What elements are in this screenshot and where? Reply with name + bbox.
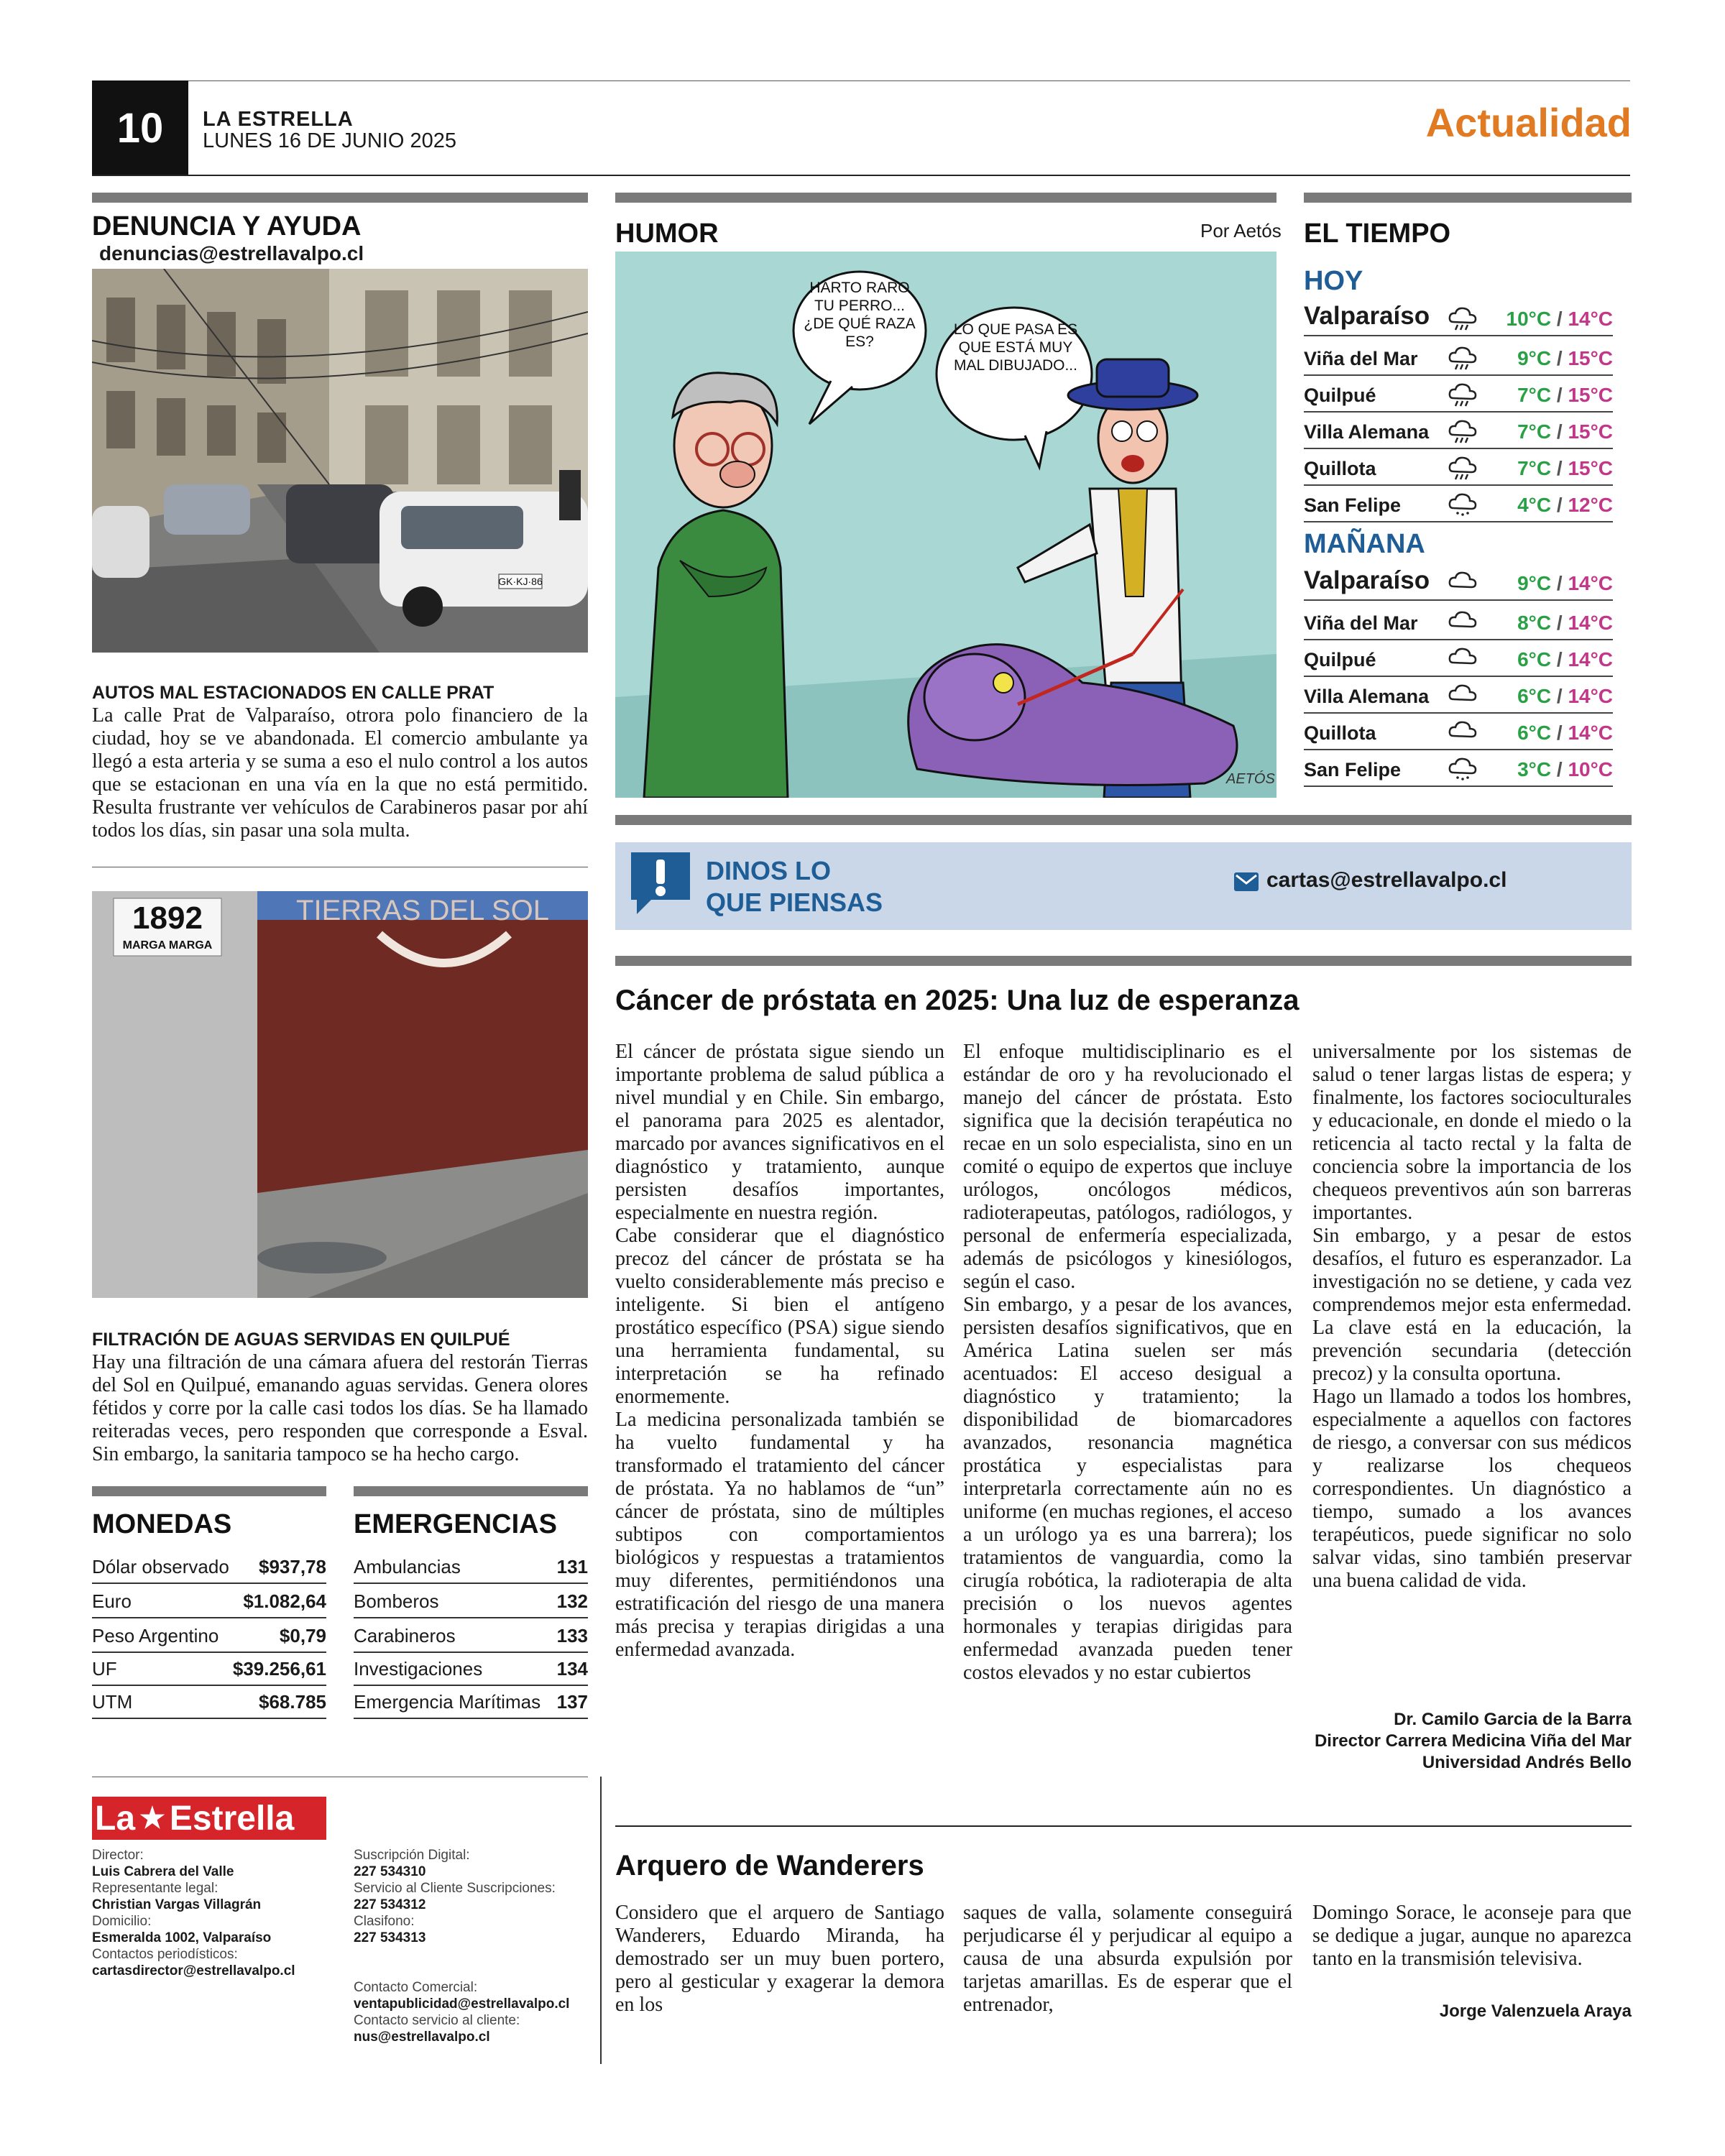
weather-city: Quilpué <box>1304 384 1376 406</box>
weather-city: Quillota <box>1304 722 1376 744</box>
section-title: Actualidad <box>1425 100 1632 145</box>
rain-cloud-icon <box>1448 303 1479 331</box>
weather-city: Quilpué <box>1304 649 1376 671</box>
rain-cloud-icon <box>1448 379 1479 407</box>
weather-day-today: HOY <box>1304 266 1363 296</box>
weather-row <box>1304 676 1613 714</box>
table-row: UF $39.256,61 <box>92 1653 326 1686</box>
weather-city: Villa Alemana <box>1304 421 1430 443</box>
weather-city: San Felipe <box>1304 494 1402 516</box>
mail-icon <box>1233 871 1259 893</box>
monedas-title: MONEDAS <box>92 1509 232 1539</box>
emergencias-title: EMERGENCIAS <box>354 1509 557 1539</box>
weather-row <box>1304 338 1613 376</box>
article-column-1: El cáncer de próstata sigue siendo un importante problema de salud pública a nivel mundial y en Chile. Sin embargo, el panorama para 2025 es alentador, marcado por avances significativos en el diagnóstico y tratamiento, aunque persisten desafíos importantes, especialmente en nuestra región. Cabe considerar que el diagnóstico precoz del cáncer de próstata se ha vuelto considerablemente más preciso e inteligente. Si bien el antígeno prostático específico (PSA) sigue siendo una herramienta fundamental, su interpretación se ha refinado enormemente. La medicina personalizada también se ha vuelto fundamental y ha transformado el tratamiento del cáncer de próstata. Ya no hablamos de “un” cáncer de próstata, sino de múltiples subtipos con comportamientos biológicos y respuestas a tratamientos muy diferentes, permitiéndonos una estratificación del riesgo de una manera más precisa y terapias dirigidas a una enfermedad avanzada. <box>615 1041 944 1661</box>
table-row: UTM $68.785 <box>92 1686 326 1719</box>
cartoon-signature: AETÓS <box>1226 771 1275 787</box>
star-icon: ★ <box>139 1802 165 1834</box>
weather-temps: 3°C / 10°C <box>1517 758 1613 780</box>
weather-temps: 9°C / 14°C <box>1517 572 1613 594</box>
weather-city: Viña del Mar <box>1304 612 1418 634</box>
dinos-email[interactable]: cartas@estrellavalpo.cl <box>1266 868 1507 892</box>
weather-tomorrow-table <box>1304 558 1613 788</box>
weather-temps: 4°C / 12°C <box>1517 494 1613 516</box>
weather-row <box>1304 448 1613 486</box>
table-row: Carabineros 133 <box>354 1620 588 1653</box>
denuncia-item-1-title: AUTOS MAL ESTACIONADOS EN CALLE PRAT <box>92 683 494 703</box>
denuncia-title: DENUNCIA Y AYUDA <box>92 211 362 241</box>
letter-title: Arquero de Wanderers <box>615 1850 924 1881</box>
denuncia-email[interactable]: denuncias@estrellavalpo.cl <box>99 242 364 264</box>
weather-city: Quillota <box>1304 458 1376 479</box>
speech-bubble-1: HARTO RARO TU PERRO... ¿DE QUÉ RAZA ES? <box>804 280 916 350</box>
denuncia-item-1-text: La calle Prat de Valparaíso, otrora polo financiero de la ciudad, hoy se ve abandonada. El comercio ambulante ya llegó a esta arteria y se suma a eso el nulo control a los autos que se estacionan en una vía en la que no está permitido. Resulta frustrante ver vehículos de Carabineros pasar por ahí todos los días, sin pasar una sola multa. <box>92 704 588 842</box>
weather-temps: 10°C / 14°C <box>1506 308 1613 330</box>
weather-temps: 7°C / 15°C <box>1517 420 1613 443</box>
weather-city: Valparaíso <box>1304 566 1430 594</box>
weather-day-tomorrow: MAÑANA <box>1304 529 1425 559</box>
article-column-2: El enfoque multidisciplinario es el estándar de oro y ha revolucionado el manejo del cáncer de próstata. Esto significa que la decisión terapéutica no recae en un solo especialista, sino en un comité o equipo de expertos que incluye urólogos, oncólogos médicos, radioterapeutas, patólogos, radiólogos, y personal de enfermería especializada, además de psicólogos y kinesiólogos, según el caso. Sin embargo, y a pesar de los avances, persisten desafíos significativos, que en América Latina suelen ser más acentuados: El acceso desigual a diagnóstico y tratamiento; la disponibilidad de biomarcadores avanzados, resonancia magnética prostática y especialistas para interpretarla correctamente aún no es uniforme (en muchas regiones, el acceso a un urólogo ya es una barrera); los tratamientos de vanguardia, como la cirugía robótica, la radioterapia de alta precisión o los nuevos agentes hormonales y terapias dirigidas para enfermedad avanzada pueden tener costos elevados y no estar cubiertos <box>963 1041 1292 1684</box>
weather-temps: 7°C / 15°C <box>1517 384 1613 406</box>
masthead-left: Director: Luis Cabrera del Valle Representante legal: Christian Vargas Villagrán Domicilio: Esmeralda 1002, Valparaíso Contactos periodísticos: cartasdirector@estrellavalpo.cl <box>92 1848 295 1978</box>
humor-author: Por Aetós <box>1200 220 1282 241</box>
table-row: Dólar observado $937,78 <box>92 1551 326 1584</box>
newspaper-logo: La ★ Estrella <box>92 1797 326 1840</box>
weather-row <box>1304 412 1613 449</box>
weather-temps: 7°C / 15°C <box>1517 457 1613 479</box>
drizzle-cloud-icon <box>1448 489 1479 517</box>
weather-city: Villa Alemana <box>1304 686 1430 707</box>
drizzle-cloud-icon <box>1448 754 1479 781</box>
cloud-icon <box>1448 717 1479 745</box>
letter-column-2: saques de valla, solamente conseguirá perjudicarse él y perjudicar al equipo a causa de una absurda expulsión por tarjetas amarillas. Es de esperar que el entrenador, <box>963 1902 1292 2016</box>
table-row: Euro $1.082,64 <box>92 1585 326 1618</box>
letter-column-1: Considero que el arquero de Santiago Wanderers, Eduardo Miranda, ha demostrado ser un muy buen portero, pero al gesticular y exagerar la demora en los <box>615 1902 944 2016</box>
street-number-sign: 1892 <box>132 900 203 936</box>
rain-cloud-icon <box>1448 343 1479 370</box>
weather-row <box>1304 558 1613 601</box>
letter-column-3: Domingo Sorace, le aconseje para que se dedique a jugar, aunque no aparezca tanto en la transmisión televisiva. <box>1312 1902 1632 1970</box>
weather-row <box>1304 713 1613 750</box>
table-row: Emergencia Marítimas 137 <box>354 1686 588 1719</box>
weather-today-table <box>1304 293 1613 523</box>
cloud-icon <box>1448 607 1479 635</box>
wall-photo <box>92 891 588 1298</box>
page-number: 10 <box>92 80 188 175</box>
street-photo <box>92 269 588 653</box>
weather-city: Viña del Mar <box>1304 348 1418 369</box>
table-row: Investigaciones 134 <box>354 1653 588 1686</box>
license-plate: GK·KJ·86 <box>498 576 543 587</box>
denuncia-item-2-text: Hay una filtración de una cámara afuera del restorán Tierras del Sol en Quilpué, emanando aguas servidas. Genera olores fétidos y corre por la calle casi todos los días. Se ha llamado reiteradas veces, pero responden que corresponde a Esval. Sin embargo, la sanitaria tampoco se ha hecho cargo. <box>92 1351 588 1465</box>
humor-title: HUMOR <box>615 218 719 249</box>
masthead-right: Suscripción Digital: 227 534310 Servicio al Cliente Suscripciones: 227 534312 Clasifono: 227 534313 <box>354 1848 556 1945</box>
table-row: Bomberos 132 <box>354 1585 588 1618</box>
article-signature: Dr. Camilo Garcia de la Barra Director Carrera Medicina Viña del Mar Universidad Andrés Bello <box>1314 1710 1632 1772</box>
weather-row <box>1304 375 1613 413</box>
cloud-icon <box>1448 568 1479 595</box>
weather-temps: 6°C / 14°C <box>1517 648 1613 671</box>
denuncia-item-2-title: FILTRACIÓN DE AGUAS SERVIDAS EN QUILPUÉ <box>92 1330 510 1350</box>
cartoon <box>615 252 1276 798</box>
publication-name: LA ESTRELLA <box>203 108 354 131</box>
monedas-table <box>92 1551 326 1723</box>
speech-bubble-2: LO QUE PASA ES QUE ESTÁ MUY MAL DIBUJADO... <box>953 321 1078 374</box>
dinos-banner <box>615 842 1632 930</box>
weather-temps: 9°C / 15°C <box>1517 347 1613 369</box>
weather-temps: 6°C / 14°C <box>1517 722 1613 744</box>
weather-row <box>1304 293 1613 336</box>
rain-cloud-icon <box>1448 453 1479 480</box>
dinos-title: DINOS LO QUE PIENSAS <box>706 856 883 917</box>
rain-cloud-icon <box>1448 416 1479 443</box>
emergencias-table <box>354 1551 588 1723</box>
exclamation-icon <box>627 848 694 917</box>
weather-temps: 6°C / 14°C <box>1517 685 1613 707</box>
wall-text: TIERRAS DEL SOL <box>296 895 549 926</box>
masthead-contacts: Contacto Comercial: ventapublicidad@estrellavalpo.cl Contacto servicio al cliente: nus@estrellavalpo.cl <box>354 1980 570 2045</box>
weather-city: San Felipe <box>1304 759 1402 780</box>
cloud-icon <box>1448 644 1479 671</box>
denuncia-header <box>92 211 588 264</box>
weather-temps: 8°C / 14°C <box>1517 612 1613 634</box>
street-name-sign: MARGA MARGA <box>122 939 213 952</box>
weather-city: Valparaíso <box>1304 302 1430 330</box>
weather-row <box>1304 485 1613 522</box>
weather-row <box>1304 640 1613 677</box>
weather-row <box>1304 750 1613 787</box>
publication-date: LUNES 16 DE JUNIO 2025 <box>203 129 456 152</box>
article-title: Cáncer de próstata en 2025: Una luz de esperanza <box>615 985 1300 1016</box>
letter-signature: Jorge Valenzuela Araya <box>1439 2001 1632 2021</box>
weather-title: EL TIEMPO <box>1304 218 1451 249</box>
cloud-icon <box>1448 681 1479 708</box>
table-row: Ambulancias 131 <box>354 1551 588 1584</box>
article-column-3: universalmente por los sistemas de salud o tener largas listas de espera; y finalmente, los factores socioculturales y educacionale, en donde el miedo o la reticencia al tacto rectal y la falta de conciencia sobre la importancia de los chequeos preventivos aún son barreras importantes. Sin embargo, y a pesar de estos desafíos, el futuro es esperanzador. La investigación no se detiene, y cada vez comprendemos mejor esta enfermedad. La clave está en la educación, la prevención secundaria (detección precoz) y la consulta oportuna. Hago un llamado a todos los hombres, especialmente a aquellos con factores de riesgo, a conversar con sus médicos y realizarse los chequeos correspondientes. Un diagnóstico a tiempo, sumado a los avances terapéuticos, puede significar no solo salvar vidas, sino también preservar una buena calidad de vida. <box>1312 1041 1632 1592</box>
weather-row <box>1304 603 1613 640</box>
table-row: Peso Argentino $0,79 <box>92 1620 326 1653</box>
